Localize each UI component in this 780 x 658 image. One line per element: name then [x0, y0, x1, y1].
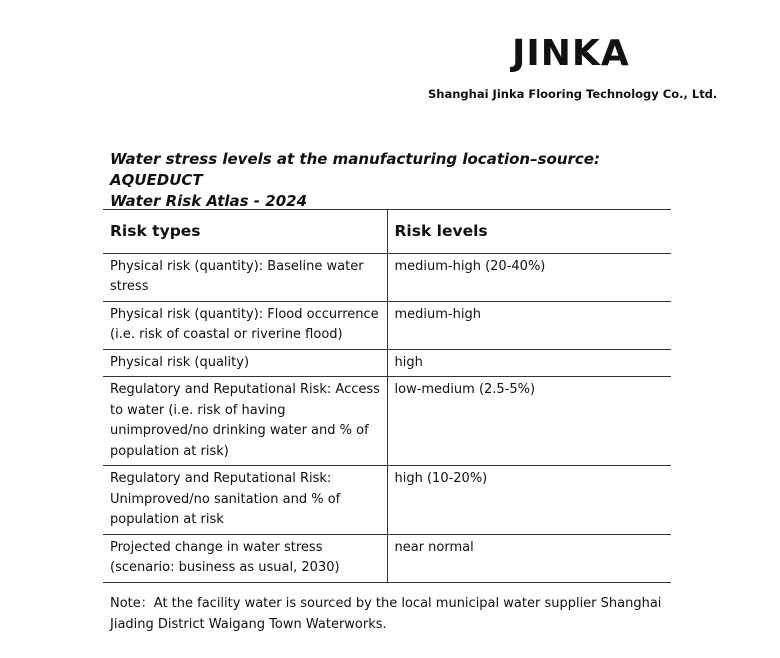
risk-level-cell: near normal: [387, 534, 671, 582]
table-row: [103, 534, 671, 582]
risk-level-cell: medium-high: [387, 301, 671, 349]
risk-level-cell: high: [387, 349, 671, 377]
risk-table: [103, 209, 671, 583]
risk-level-cell: low-medium (2.5-5%): [387, 377, 671, 466]
risk-level-cell: medium-high (20-40%): [387, 253, 671, 301]
risk-type-cell: Physical risk (quantity): Baseline water stress: [103, 253, 387, 301]
header-risk-types: Risk types: [103, 210, 387, 254]
table-row: [103, 466, 671, 535]
table-row: [103, 301, 671, 349]
risk-type-cell: Regulatory and Reputational Risk: Unimproved/no sanitation and % of population at risk: [103, 466, 387, 535]
title-line-2: Water Risk Atlas - 2024: [110, 192, 307, 210]
footnote: Note：At the facility water is sourced by the local municipal water supplier Shanghai Jiading District Waigang Town Waterworks.: [110, 596, 662, 632]
table-row: [103, 253, 671, 301]
table-row: [103, 377, 671, 466]
company-name: Shanghai Jinka Flooring Technology Co., Ltd.: [428, 87, 718, 101]
risk-level-cell: high (10-20%): [387, 466, 671, 535]
risk-type-cell: Projected change in water stress (scenario: business as usual, 2030): [103, 534, 387, 582]
title-line-1: Water stress levels at the manufacturing location–source: AQUEDUCT: [110, 150, 600, 189]
table-row: [103, 349, 671, 377]
company-logo: JINKA: [512, 33, 630, 74]
header-risk-levels: Risk levels: [387, 210, 671, 254]
risk-type-cell: Regulatory and Reputational Risk: Access to water (i.e. risk of having unimproved/no drinking water and % of population at risk): [103, 377, 387, 466]
document-title: [110, 149, 690, 212]
table-header-row: [103, 210, 671, 254]
risk-type-cell: Physical risk (quantity): Flood occurrence (i.e. risk of coastal or riverine flood): [103, 301, 387, 349]
risk-type-cell: Physical risk (quality): [103, 349, 387, 377]
